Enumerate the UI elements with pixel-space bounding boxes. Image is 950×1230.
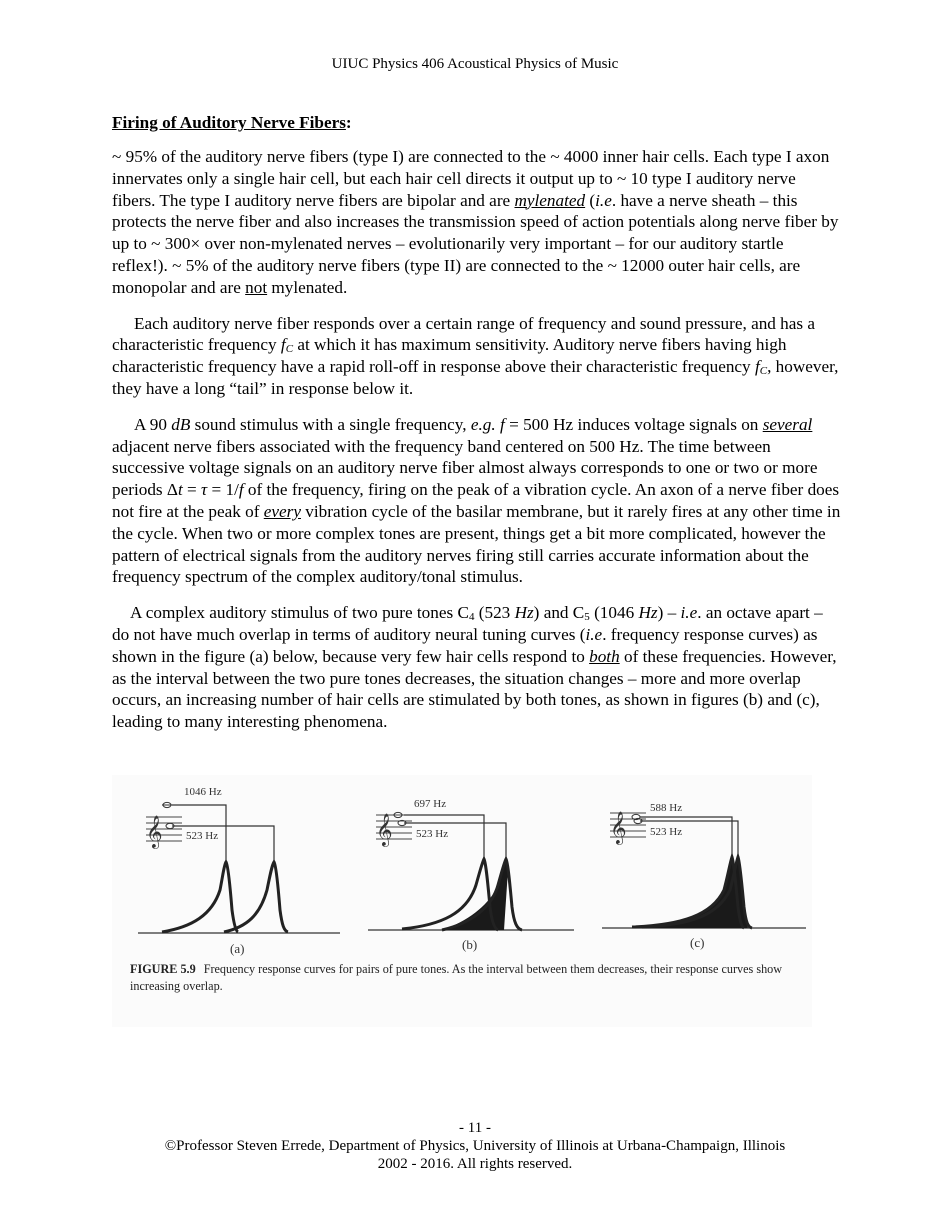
p2-text-1: Each auditory nerve fiber responds over a certain range of frequency and sound pressure, and has a characteristic frequency (112, 313, 816, 355)
p2-fc-1: f (280, 335, 286, 355)
section-heading (112, 112, 842, 134)
treble-clef-icon: 𝄞 (610, 813, 627, 844)
p1-text-4: mylenated. (267, 277, 348, 297)
figure-caption-text: Frequency response curves for pairs of pure tones. As the interval between them decreases, their response curves show increasing overlap. (130, 962, 783, 993)
paragraph-3 (112, 414, 842, 588)
p3-text-9: vibration cycle of the basilar membrane, but it rarely fires at any other time in the cycle. When two or more complex tones are present, things get a bit more complicated, however the pattern of electrical signals from the auditory nerves firing still carries accurate information about the frequency spectrum of the complex auditory/tonal stimulus. (112, 501, 841, 587)
panel-c (602, 802, 806, 950)
p4-both: both (589, 646, 620, 666)
panel-c-label: (c) (690, 935, 705, 950)
panel-a-high-label: 1046 Hz (184, 786, 222, 798)
p4-text-5: ) – (657, 603, 681, 623)
tuning-curves-figure (112, 775, 812, 960)
p3-db: dB (171, 414, 191, 434)
panel-b-overlap (442, 859, 508, 930)
p4-text-1: A complex auditory stimulus of two pure tones C (130, 603, 469, 623)
p3-text-7: = 1/ (207, 480, 239, 500)
p4-ie-2: i.e (585, 624, 603, 644)
treble-clef-icon: 𝄞 (376, 815, 393, 846)
p1-mylenated: mylenated (514, 190, 586, 210)
p4-sub-2: 5 (584, 611, 590, 624)
p4-text-3: ) and C (533, 603, 585, 623)
panel-b-high-label: 697 Hz (414, 798, 447, 810)
p1-ie: i.e (595, 190, 612, 210)
p3-eg: e.g. (470, 414, 496, 434)
page-number: - 11 - (459, 1120, 491, 1136)
panel-b-label: (b) (462, 937, 478, 952)
section-heading-text: Firing of Auditory Nerve Fibers (112, 113, 346, 132)
p3-f: f (500, 414, 505, 434)
p4-ie: i.e (680, 603, 698, 623)
panel-a-low-label: 523 Hz (186, 830, 219, 842)
p3-every: every (263, 501, 301, 521)
p4-text-4: (1046 (589, 603, 639, 623)
p4-hz-1: Hz (514, 603, 534, 623)
p3-tau: τ (201, 480, 208, 500)
p2-fc-2: f (754, 357, 760, 377)
treble-clef-icon: 𝄞 (146, 817, 163, 848)
p3-several: several (762, 414, 813, 434)
p4-text-7: . frequency response curves) as shown in the figure (a) below, because very few hair cells respond to (112, 624, 818, 666)
section-heading-colon: : (345, 113, 352, 132)
p3-f-2: f (238, 480, 244, 500)
p4-sub-1: 4 (468, 611, 475, 624)
copyright-line-1: ©Professor Steven Errede, Department of Physics, University of Illinois at Urbana-Champaign, Illinois (164, 1138, 786, 1154)
panel-a (138, 786, 340, 956)
paragraph-2 (112, 313, 842, 400)
p3-text-8: of the frequency, firing on the peak of a vibration cycle. An axon of a nerve fiber does not fire at the peak of (112, 480, 840, 521)
figure-caption (130, 961, 820, 995)
panel-b-low-label: 523 Hz (416, 828, 449, 840)
p3-text-4: = 500 Hz induces voltage signals on (504, 414, 763, 434)
panel-c-low-label: 523 Hz (650, 826, 683, 838)
page-footer (0, 1119, 950, 1173)
figure-5-9 (112, 775, 812, 1027)
p4-hz-2: Hz (638, 603, 658, 623)
p2-text-2: at which it has maximum sensitivity. Auditory nerve fibers having high characteristic frequency have a rapid roll-off in response above their characteristic frequency (112, 335, 787, 377)
p3-text-2: sound stimulus with a single frequency, (190, 414, 471, 434)
p3-text-5: adjacent nerve fibers associated with the frequency band centered on 500 Hz. The time between successive voltage signals on an auditory nerve fiber almost always corresponds to one or two or more periods Δ (112, 436, 818, 500)
p1-text-2: ( (585, 190, 596, 210)
p1-not: not (245, 277, 268, 297)
p1-text-1: ~ 95% of the auditory nerve fibers (type I) are connected to the ~ 4000 inner hair cells. Each type I axon innervates only a single hair cell, but each hair cell directs it output up to ~ 10 type I auditory nerve fibers. The type I auditory nerve fibers are bipolar and are (112, 147, 830, 210)
p2-text-3: , however, they have a long “tail” in response below it. (112, 357, 839, 398)
p1-text-3: . have a nerve sheath – this protects the nerve fiber and also increases the transmission speed of action potentials along nerve fiber by up to ~ 300× over non-mylenated nerves – evolutionarily very important – for our auditory startle reflex!). ~ 5% of the auditory nerve fibers (type II) are connected to the ~ 12000 outer hair cells, are monopolar and are (112, 190, 839, 297)
panel-a-label: (a) (230, 941, 245, 956)
p3-t: t (177, 480, 183, 500)
running-header: UIUC Physics 406 Acoustical Physics of Music (331, 56, 619, 72)
p4-text-8: of these frequencies. However, as the interval between the two pure tones decreases, the situation changes – more and more overlap occurs, an increasing number of hair cells are stimulated by both tones, as shown in figures (b) and (c), leading to many interesting phenomena. (112, 646, 837, 732)
panel-a-curve-low (162, 862, 238, 932)
p2-fc-1-sub: C (285, 343, 294, 356)
panel-b (368, 798, 574, 952)
paragraph-4 (112, 602, 842, 733)
panel-c-high-label: 588 Hz (650, 802, 683, 814)
p4-text-2: (523 (474, 603, 515, 623)
figure-caption-label: FIGURE 5.9 (130, 962, 196, 976)
p3-text-1: A 90 (134, 414, 172, 434)
copyright-line-2: 2002 - 2016. All rights reserved. (377, 1156, 573, 1172)
paragraph-1 (112, 146, 842, 299)
document-body (112, 112, 842, 747)
p3-text-6: = (182, 480, 202, 500)
p2-fc-2-sub: C (759, 365, 768, 378)
p4-text-6: . an octave apart – do not have much overlap in terms of auditory neural tuning curves ( (112, 603, 823, 644)
